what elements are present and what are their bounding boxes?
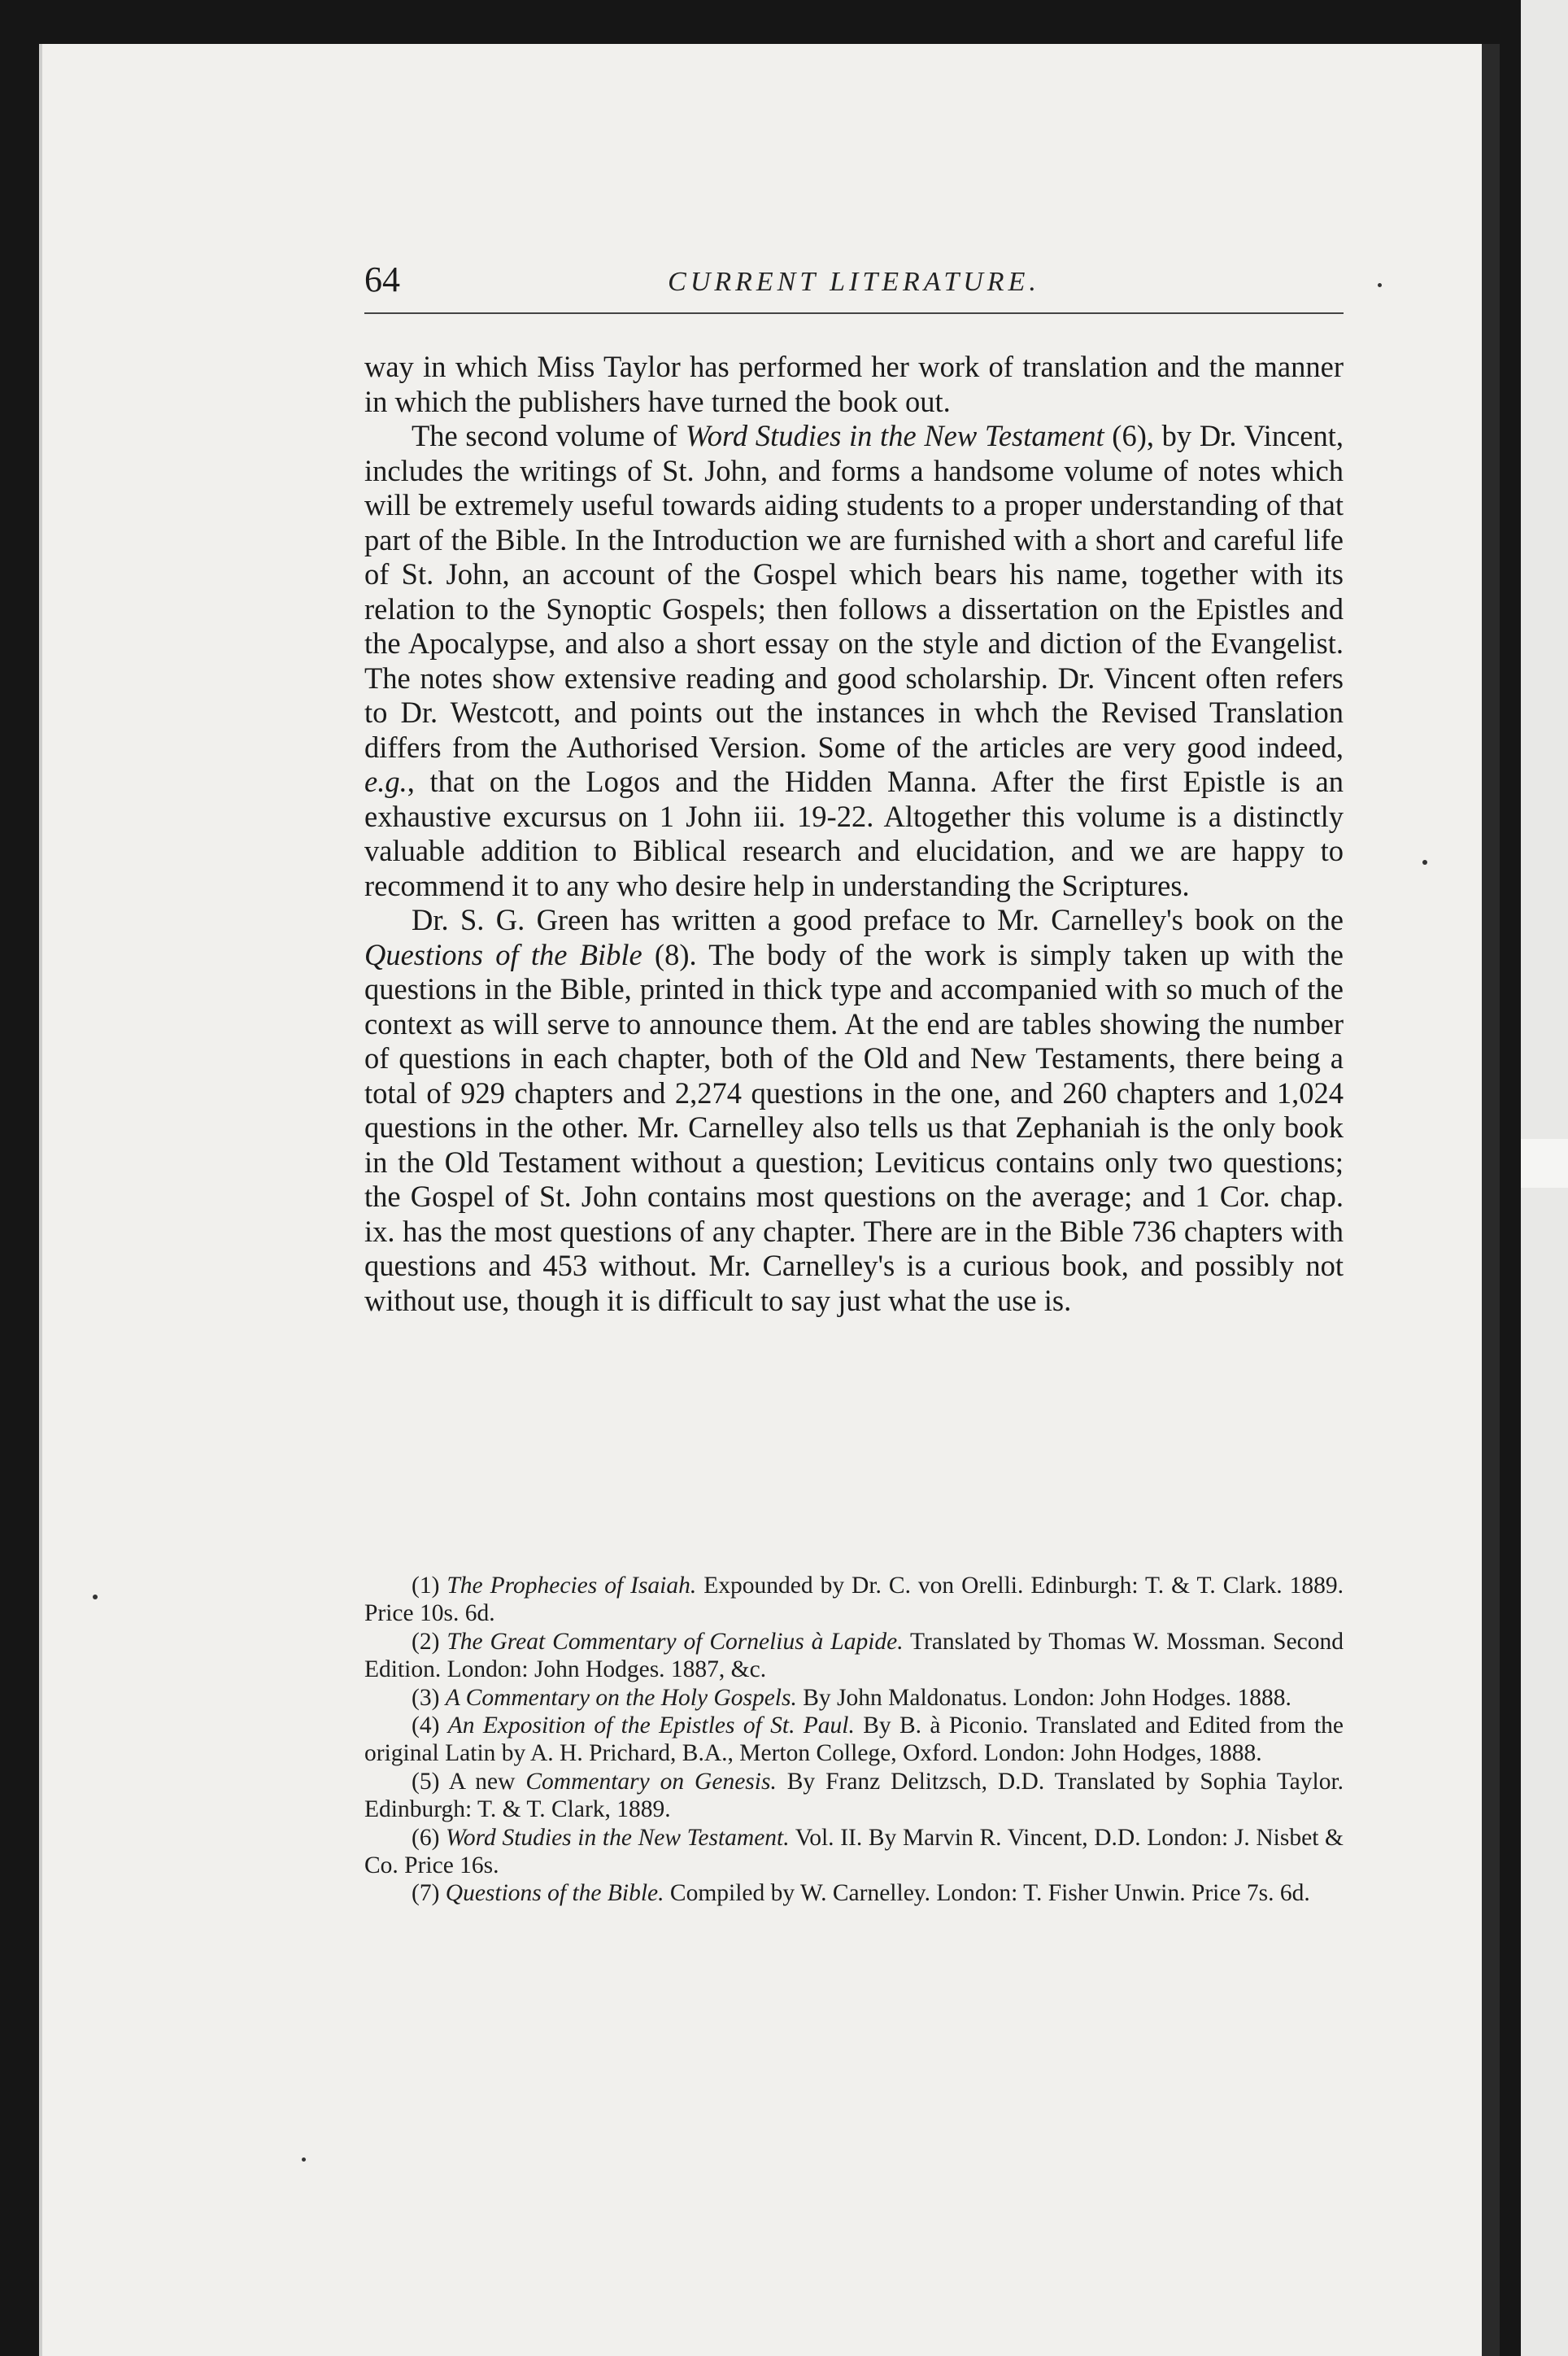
footnote-number: (2) [412,1628,447,1655]
footnote-number: (6) [412,1824,446,1851]
footnote-title: Questions of the Bible. [445,1880,664,1907]
footnote-text: Compiled by W. Carnelley. London: T. Fisher Unwin. Price 7s. 6d. [664,1880,1310,1907]
paragraph-2 [364,419,1344,903]
footnotes [364,1572,1344,1908]
footnote [364,1628,1344,1684]
scan-speck [1378,283,1382,287]
footnote [364,1879,1344,1907]
footnote [364,1712,1344,1768]
paragraph-text: , that on the Logos and the Hidden Manna. After the first Epistle is an exhaustive excursus on 1 John iii. 19-22. Altogether this volume is a distinctly valuable addition to Biblical research and elucidation, and we are happy to recommend it to any who desire help in understanding the Scriptures. [364,765,1344,902]
footnote [364,1572,1344,1628]
footnote-text: Translated by Thomas W. Mossman. Second Edition. London: John Hodges. 1887, &c. [364,1628,1344,1683]
page-header [364,259,1344,316]
footnote-text: By B. à Piconio. Translated and Edited from the original Latin by A. H. Prichard, B.A., Merton College, Oxford. London: John Hodges, 1888. [364,1712,1344,1767]
scan-speck [93,1595,98,1599]
book-title: Questions of the Bible [364,937,642,971]
footnote-title: An Exposition of the Epistles of St. Paul. [447,1712,855,1739]
paragraph-text: (8). The body of the work is simply taken up with the questions in the Bible, printed in thick type and accompanied with so much of the context as will serve to announce them. At the end are tables showing the number of questions in each chapter, both of the Old and New Testaments, there being a total of 929 chapters and 2,274 questions in the one, and 260 chapters and 1,024 questions in the other. Mr. Carnelley also tells us that Zephaniah is the only book in the Old Testament without a question; Leviticus contains only two questions; the Gospel of St. John contains most questions on the average; and 1 Cor. chap. ix. has the most questions of any chapter. There are in the Bible 736 chapters with questions and 453 without. Mr. Carnelley's is a curious book, and possibly not without use, though it is difficult to say just what the use is. [364,937,1344,1317]
footnote-number: (4) [412,1712,448,1739]
scan-speck [1422,860,1427,865]
abbreviation: e.g. [364,765,407,798]
footnote [364,1824,1344,1880]
body-text [364,350,1344,1318]
facing-page-highlight [1521,1139,1568,1188]
paragraph-text: Dr. S. G. Green has written a good preface to Mr. Carnelley's book on the [412,903,1344,936]
book-title: Word Studies in the New Testament [685,419,1104,452]
facing-page-edge [1521,0,1568,2356]
footnote-title: A Commentary on the Holy Gospels. [445,1684,797,1711]
footnote-number: (3) [412,1684,446,1711]
footnote [364,1684,1344,1712]
footnote-number: (7) [412,1880,446,1907]
footnote [364,1768,1344,1824]
footnote-title: The Prophecies of Isaiah. [446,1573,697,1599]
paragraph-text: (6), by Dr. Vincent, includes the writings of St. John, and forms a handsome volume of notes which will be extremely useful towards aiding students to a proper understanding of that part of the Bible. In the Introduction we are furnished with a short and careful life of St. John, an account of the Gospel which bears his name, together with its relation to the Synoptic Gospels; then follows a dissertation on the Epistles and the Apocalypse, and also a short essay on the style and diction of the Evangelist. The notes show extensive reading and good scholarship. Dr. Vincent often refers to Dr. Westcott, and points out the instances in whch the Revised Translation differs from the Authorised Version. Some of the articles are very good indeed, [364,419,1344,764]
footnote-number: (1) [412,1573,447,1599]
paragraph-3 [364,903,1344,1318]
paragraph-text: The second volume of [412,419,686,452]
page-number: 64 [364,260,400,299]
footnote-title: Commentary on Genesis. [525,1768,777,1795]
footnote-title: The Great Commentary of Cornelius à Lapide. [446,1628,904,1655]
footnote-text: A new [448,1768,526,1795]
scan-speck [302,2157,306,2162]
footnote-text: Vol. II. By Marvin R. Vincent, D.D. London: J. Nisbet & Co. Price 16s. [364,1824,1344,1879]
header-rule [364,312,1344,314]
footnote-text: By Franz Delitzsch, D.D. Translated by Sophia Taylor. Edinburgh: T. & T. Clark, 1889. [364,1768,1344,1823]
footnote-title: Word Studies in the New Testament. [446,1824,790,1851]
gutter-shadow [1482,44,1500,2356]
paragraph-1: way in which Miss Taylor has performed her work of translation and the manner in which the publishers have turned the book out. [364,350,1344,418]
running-head: CURRENT LITERATURE. [668,267,1040,297]
footnote-number: (5) [412,1768,449,1795]
footnote-text: By John Maldonatus. London: John Hodges. 1888. [796,1684,1291,1711]
footnote-text: Expounded by Dr. C. von Orelli. Edinburgh: T. & T. Clark. 1889. Price 10s. 6d. [364,1573,1344,1627]
